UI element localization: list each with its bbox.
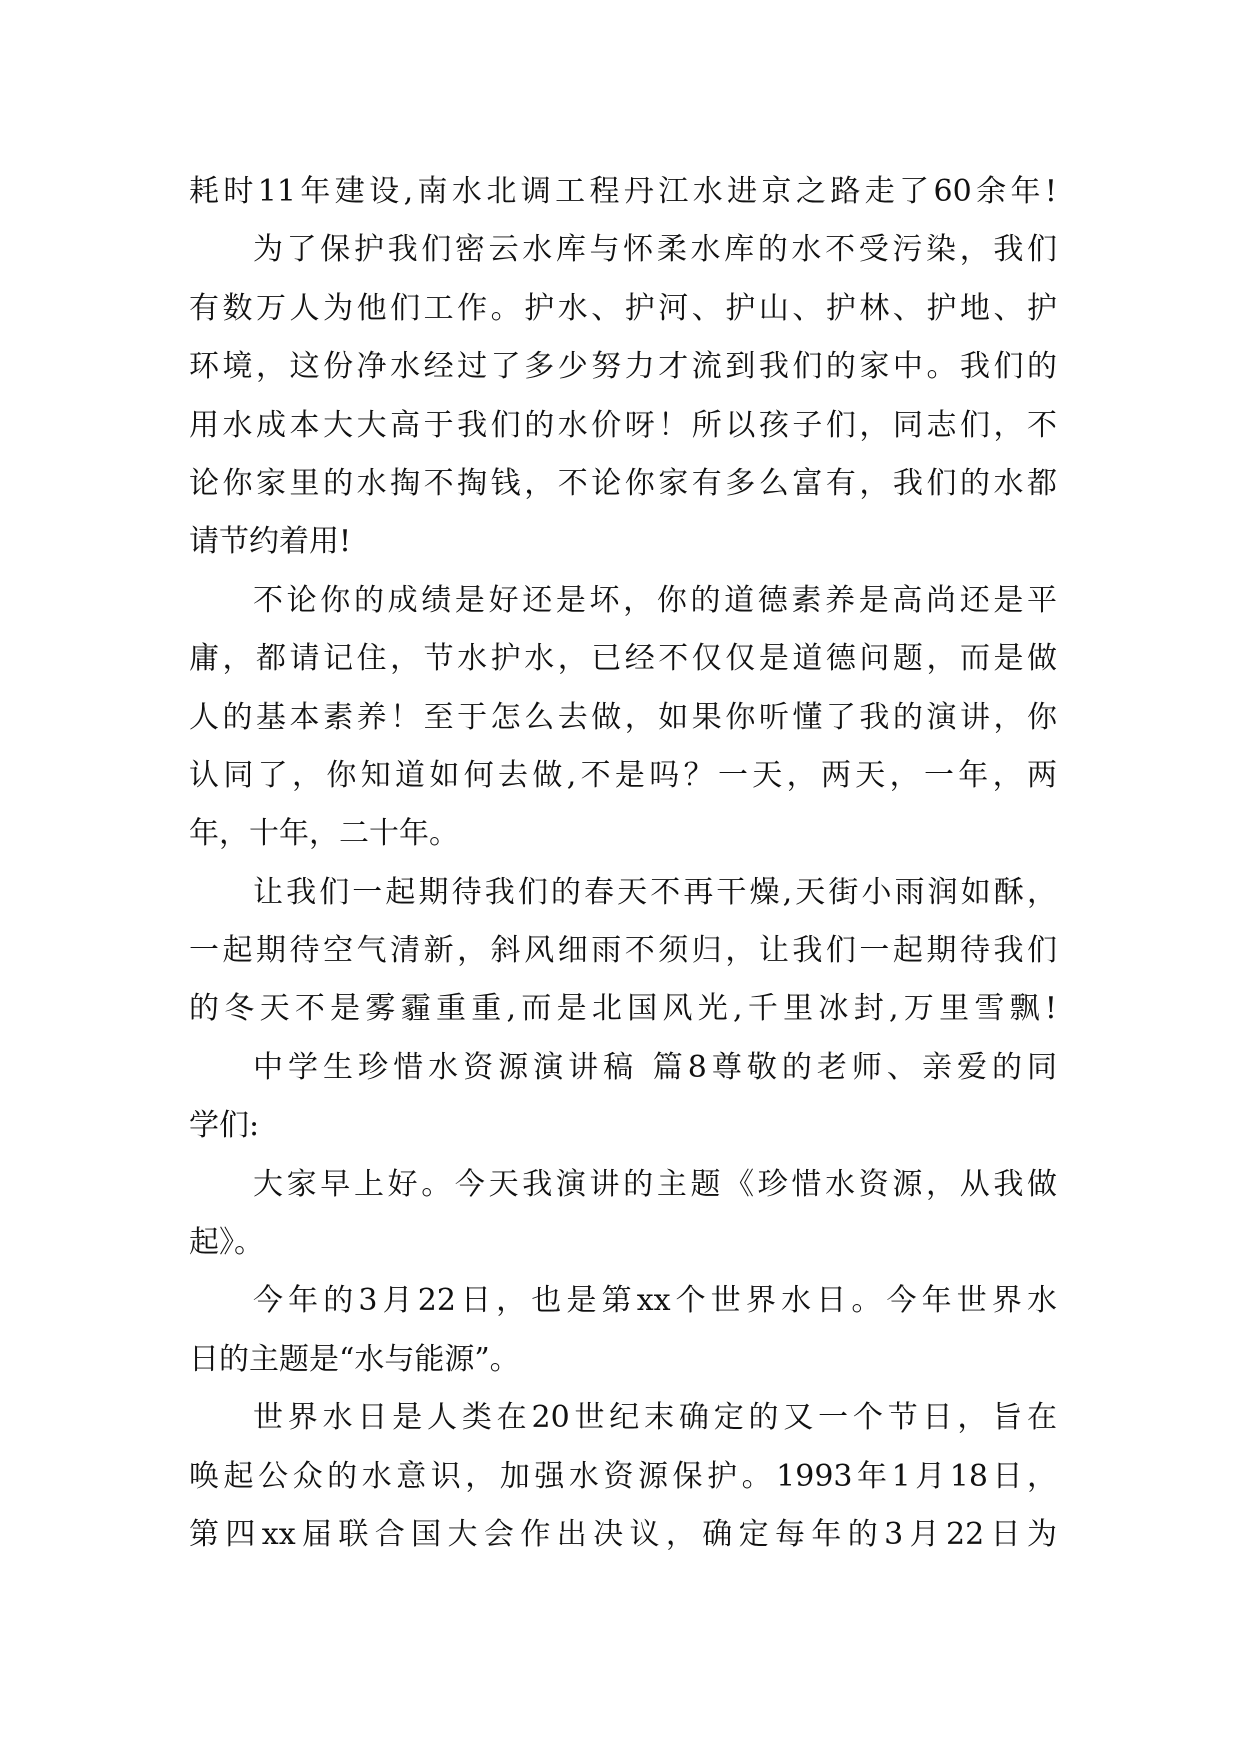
text-line: 人的基本素养！至于怎么去做，如果你听懂了我的演讲，你: [189, 699, 1057, 735]
text-line: 第四xx届联合国大会作出决议，确定每年的3月22日为: [189, 1516, 1057, 1552]
text-line: 年，十年，二十年。: [189, 816, 459, 852]
text-line: 起》。: [189, 1225, 264, 1261]
text-line: 为了保护我们密云水库与怀柔水库的水不受污染，我们: [253, 232, 1057, 268]
text-line: 环境，这份净水经过了多少努力才流到我们的家中。我们的: [189, 349, 1057, 385]
text-line: 大家早上好。今天我演讲的主题《珍惜水资源，从我做: [253, 1166, 1057, 1202]
text-line: 中学生珍惜水资源演讲稿 篇8尊敬的老师、亲爱的同: [253, 1049, 1057, 1085]
text-line: 今年的3月22日，也是第xx个世界水日。今年世界水: [253, 1283, 1057, 1319]
text-line: 一起期待空气清新，斜风细雨不须归，让我们一起期待我们: [189, 933, 1057, 969]
text-line: 学们:: [189, 1108, 260, 1144]
text-line: 耗时11年建设,南水北调工程丹江水进京之路走了60余年!: [189, 174, 1057, 209]
text-line: 日的主题是“水与能源”。: [189, 1341, 520, 1377]
text-line: 庸，都请记住，节水护水，已经不仅仅是道德问题，而是做: [189, 641, 1057, 677]
text-line: 用水成本大大高于我们的水价呀！所以孩子们，同志们，不: [189, 407, 1057, 443]
text-line: 的冬天不是雾霾重重,而是北国风光,千里冰封,万里雪飘!: [189, 991, 1057, 1027]
text-line: 世界水日是人类在20世纪末确定的又一个节日，旨在: [253, 1400, 1057, 1436]
text-line: 让我们一起期待我们的春天不再干燥,天街小雨润如酥，: [253, 874, 1057, 910]
text-line: 不论你的成绩是好还是坏，你的道德素养是高尚还是平: [253, 582, 1057, 618]
text-line: 请节约着用!: [189, 524, 352, 560]
text-line: 有数万人为他们工作。护水、护河、护山、护林、护地、护: [189, 290, 1057, 326]
text-line: 论你家里的水掏不掏钱，不论你家有多么富有，我们的水都: [189, 465, 1057, 501]
text-line: 认同了，你知道如何去做,不是吗？一天，两天，一年，两: [189, 757, 1057, 793]
text-line: 唤起公众的水意识，加强水资源保护。1993年1月18日，: [189, 1458, 1057, 1494]
document-page: [189, 163, 1057, 1564]
